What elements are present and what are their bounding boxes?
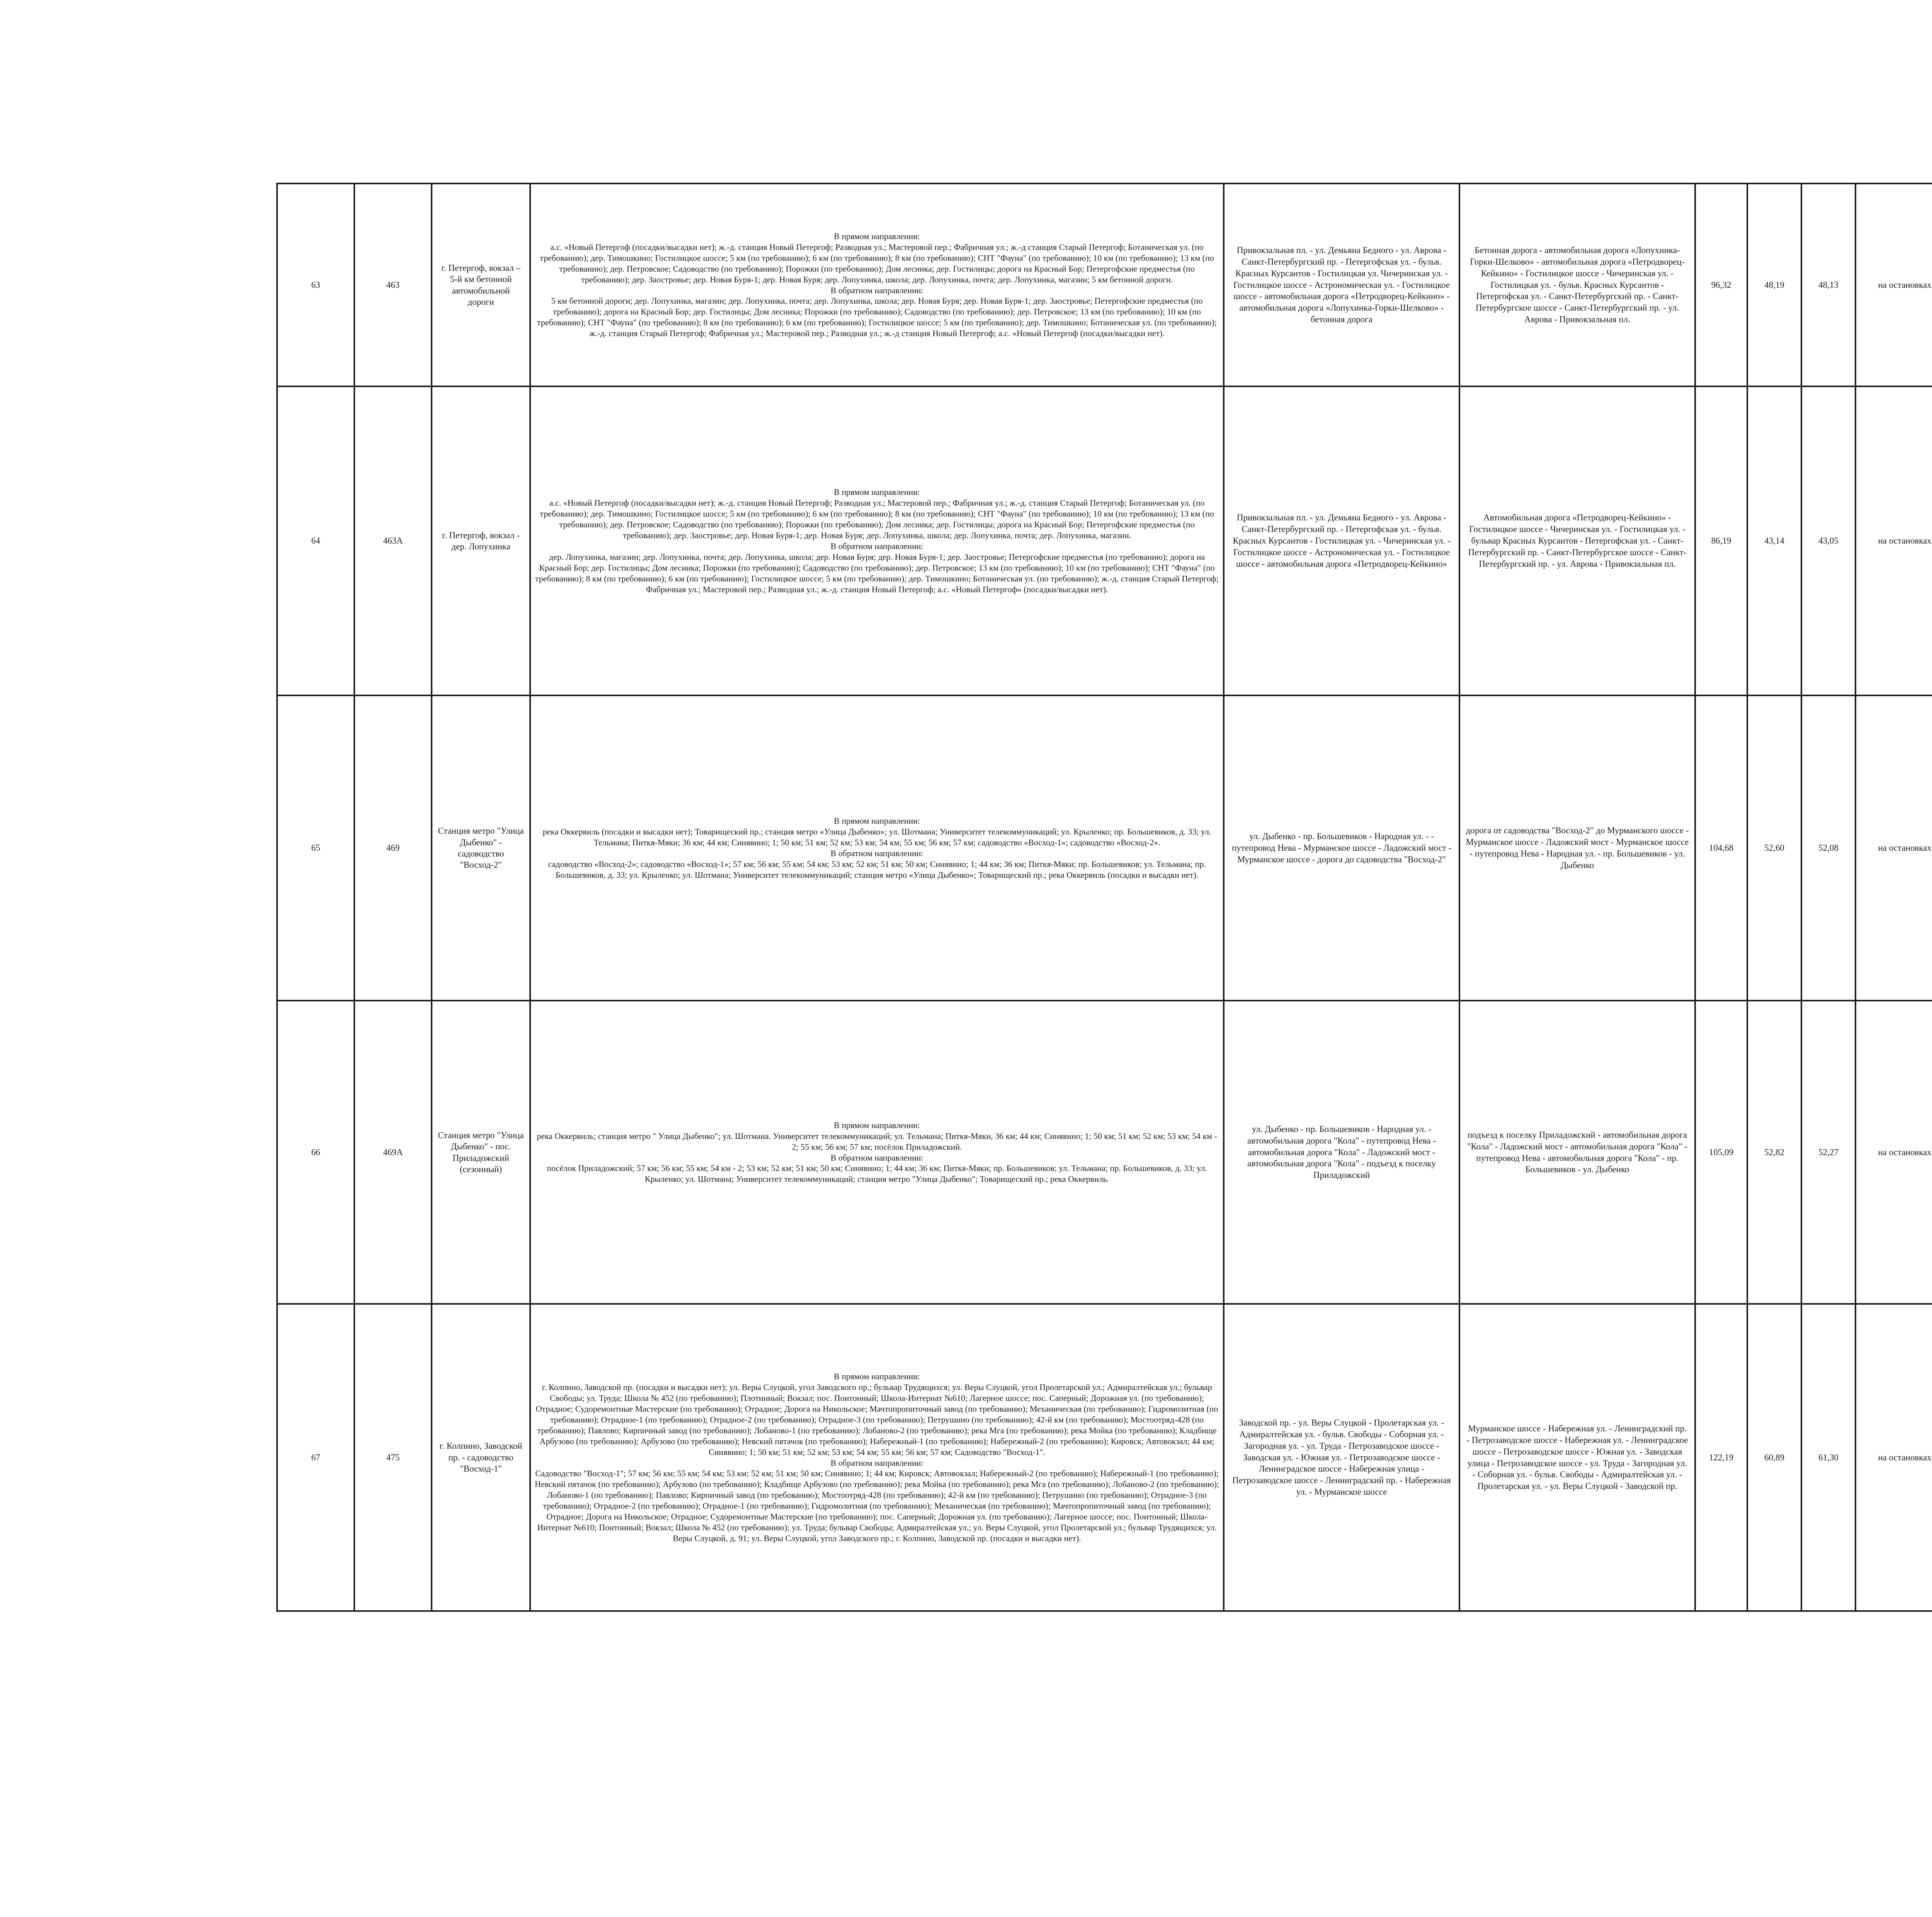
stops-direction-heading: В обратном направлении: [830, 1458, 923, 1468]
route-stops [530, 386, 1224, 695]
stops-direction-heading: В обратном направлении: [830, 848, 923, 858]
route-name: Станция метро "Улица Дыбенко" - садоводство "Восход-2" [432, 695, 530, 1001]
route-name: Станция метро "Улица Дыбенко" - пос. Приладожский (сезонный) [432, 1001, 530, 1304]
route-streets: ул. Дыбенко - пр. Большевиков - Народная ул. - автомобильная дорога "Кола" - путепровод Нева - автомобильная дорога "Кола" - Ладожский мост - автомобильная дорога "Кола" - подъезд к поселку Приладожский [1224, 1001, 1459, 1304]
table-row [277, 386, 1932, 695]
stops-backward: садоводство «Восход-2»; садоводство «Восход-1»; 57 км; 56 км; 55 км; 54 км; 53 км; 52 км; 51 км; 50 км; Синявино; 1; 44 км; 36 км; Питкя-Мяки; пр. Большевиков; ул. Тельмана; пр. Большевиков, д. 33; ул. Крыленко; ул. Шотмана; Университет телекоммуникаций; станция метро «Улица Дыбенко»; Товарищеский пр.; река Оккервиль (посадки и высадки нет). [548, 859, 1206, 880]
stops-forward: река Оккервиль; станция метро " Улица Дыбенко"; ул. Шотмана. Университет телекоммуникаций; ул. Тельмана; Питкя-Мяки, 36 км; 44 км; Синявино; 1; 50 км; 51 км; 52 км; 53 км; 54 км - 2; 55 км; 56 км; 57 км; посёлок Приладожский. [537, 1131, 1217, 1152]
route-roads-back: Мурманское шоссе - Набережная ул. - Ленинградский пр. - Петрозаводское шоссе - Набережная ул. - Ленинградское шоссе - Петрозаводское шоссе - Южная ул. - Заводская улица - Петрозаводское шоссе - ул. Труда - Загородная ул. - Соборная ул. - бульв. Свободы - Адмиралтейская ул. - Пролетарская ул. - ул. Веры Слуцкой - Заводской пр. [1459, 1304, 1695, 1611]
length-back: 43,05 [1801, 386, 1855, 695]
row-number: 67 [277, 1304, 354, 1611]
length-total: 122,19 [1695, 1304, 1747, 1611]
stops-direction-heading: В обратном направлении: [830, 1152, 923, 1162]
stop-order: на остановках [1855, 695, 1932, 1001]
route-stops [530, 1304, 1224, 1611]
stops-direction-heading: В прямом направлении: [833, 1371, 920, 1381]
length-forward: 52,82 [1747, 1001, 1801, 1304]
route-number: 469А [354, 1001, 432, 1304]
route-streets: Заводской пр. - ул. Веры Слуцкой - Пролетарская ул. - Адмиралтейская ул. - бульв. Свободы - Соборная ул. - Загородная ул. - ул. Труда - Петрозаводское шоссе - Заводская ул. - Южная ул. - Петрозаводское шоссе - Ленинградское шоссе - Набережная улица - Петрозаводское шоссе - Ленинградский пр. - Набережная ул. - Мурманское шоссе [1224, 1304, 1459, 1611]
stop-order: на остановках [1855, 1001, 1932, 1304]
route-roads-back: Бетонная дорога - автомобильная дорога «Лопухинка-Горки-Шелково» - автомобильная дорога «Петродворец-Кейкино» - Гостилицкое шоссе - Чичеринская ул. - Гостилицкая ул. - бульв. Красных Курсантов - Петергофская ул. - Санкт-Петербургский пр. - Санкт-Петербургское шоссе - Санкт-Петербургский пр. - ул. Аврова - Привокзальная пл. [1459, 184, 1695, 386]
stops-direction-heading: В прямом направлении: [833, 231, 920, 241]
table-row [277, 695, 1932, 1001]
table-row [277, 184, 1932, 386]
length-forward: 48,19 [1747, 184, 1801, 386]
route-streets: Привокзальная пл. - ул. Демьяна Бедного - ул. Аврова - Санкт-Петербургский пр. - Петергофская ул. - бульв. Красных Курсантов - Гостилицкая ул. Чичеринская ул. - Гостилицкое шоссе - Астрономическая ул. - Гостилицкое шоссе - автомобильная дорога «Петродворец-Кейкино» - автомобильная дорога «Лопухинка-Горки-Шелково» - бетонная дорога [1224, 184, 1459, 386]
length-back: 52,08 [1801, 695, 1855, 1001]
stops-forward: г. Колпино, Заводской пр. (посадки и высадки нет); ул. Веры Слуцкой, угол Заводского пр.; бульвар Трудящихся; ул. Веры Слуцкой, угол Пролетарской ул.; Адмиралтейская ул.; бульвар Свободы; ул. Труда; Школа № 452 (по требованию); Плотинный; Вокзал; пос. Понтонный; Школа-Интернат №610; Лагерное шоссе; пос. Саперный; Дорожная ул. (по требованию); Отрадное; Судоремонтные Мастерские (по требованию); Отрадное; Дорога на Никольское; Мачтопропиточный завод (по требованию); Механическая (по требованию); Гидромолитная (по требованию); Отрадное-1 (по требованию); Отрадное-2 (по требованию); Отрадное-3 (по требованию); Петрушино (по требованию); 42-й км (по требованию); Мостоотряд-428 (по требованию); Павлово; Кирпичный завод (по требованию); Лобаново-1 (по требованию); Лобаново-2 (по требованию); река Мга (по требованию); река Мойка (по требованию); Кладбище Арбузово (по требованию); Арбузово (по требованию); Невский пятачок (по требованию); Набережный-1 (по требованию); Набережный-2 (по требованию); Кировск; Автовокзал; 44 км; Синявино; 1; 50 км; 51 км; 52 км; 53 км; 54 км; 55 км; 56 км; 57 км; Садоводство "Восход-1". [536, 1382, 1218, 1457]
length-total: 86,19 [1695, 386, 1747, 695]
route-roads-back: дорога от садоводства "Восход-2" до Мурманского шоссе - Мурманское шоссе - Ладожский мост - Мурманское шоссе - путепровод Нева - Народная ул. - пр. Большевиков - ул. Дыбенко [1459, 695, 1695, 1001]
stops-forward: а.с. «Новый Петергоф (посадки/высадки нет); ж.-д. станция Новый Петергоф; Разводная ул.; Мастеровой пер.; Фабричная ул.; ж.-д. станция Старый Петергоф; Ботаническая ул. (по требованию); дер. Тимошкино; Гостилицкое шоссе; 5 км (по требованию); 6 км (по требованию); 8 км (по требованию); СНТ "Фауна" (по требованию); 10 км (по требованию); 13 км (по требованию); дер. Петровское; Садоводство (по требованию); Порожки (по требованию); Дом лесника; дер. Гостилицы; дорога на Красный Бор; Петергофские предместья (по требованию); дер. Заостровье; дер. Новая Буря-1; дер. Новая Буря; дер. Лопухинка, школа; дер. Лопухинка, почта; дер. Лопухинка, магазин. [540, 498, 1214, 540]
length-forward: 52,60 [1747, 695, 1801, 1001]
table-row [277, 1001, 1932, 1304]
stops-direction-heading: В прямом направлении: [833, 487, 920, 497]
route-number: 463А [354, 386, 432, 695]
stops-backward: посёлок Приладожский; 57 км; 56 км; 55 км; 54 км - 2; 53 км; 52 км; 51 км; 50 км; Синявино; 1; 44 км; 36 км; Питкя-Мяки; пр. Большевиков; ул. Тельмана; пр. Большевиков, д. 33; ул. Крыленко; ул. Шотмана; Университет телекоммуникаций; станция метро "Улица Дыбенко"; Товарищеский пр.; река Оккервиль. [547, 1163, 1207, 1184]
stop-order: на остановках [1855, 1304, 1932, 1611]
route-number: 463 [354, 184, 432, 386]
route-number: 469 [354, 695, 432, 1001]
routes-table [276, 183, 1932, 1612]
length-back: 61,30 [1801, 1304, 1855, 1611]
route-streets: ул. Дыбенко - пр. Большевиков - Народная ул. - - путепровод Нева - Мурманское шоссе - Ладожский мост - Мурманское шоссе - дорога до садоводства "Восход-2" [1224, 695, 1459, 1001]
stop-order: на остановках [1855, 386, 1932, 695]
routes-body [277, 184, 1932, 1611]
length-total: 105,09 [1695, 1001, 1747, 1304]
length-back: 52,27 [1801, 1001, 1855, 1304]
stops-forward: река Оккервиль (посадки и высадки нет); Товарищеский пр.; станция метро «Улица Дыбенко»; ул. Шотмана; Университет телекоммуникаций; ул. Крыленко; пр. Большевиков, д. 33; ул. Тельмана; Питкя-Мяки; 36 км; 44 км; Синявино; 1; 50 км; 51 км; 52 км; 53 км; 54 км; 55 км; 56 км; 57 км; садоводство «Восход-1»; садоводство «Восход-2». [543, 827, 1211, 848]
route-stops [530, 695, 1224, 1001]
table-row [277, 1304, 1932, 1611]
row-number: 63 [277, 184, 354, 386]
route-streets: Привокзальная пл. - ул. Демьяна Бедного - ул. Аврова - Санкт-Петербургский пр. - Петергофская ул. - бульв. Красных Курсантов - Гостилицкая ул. - Чичеринская ул. - Гостилицкое шоссе - Астрономическая ул. - Гостилицкое шоссе - автомобильная дорога «Петродворец-Кейкино» [1224, 386, 1459, 695]
stops-direction-heading: В прямом направлении: [833, 816, 920, 826]
row-number: 66 [277, 1001, 354, 1304]
stops-backward: Садоводство "Восход-1"; 57 км; 56 км; 55 км; 54 км; 53 км; 52 км; 51 км; 50 км; Синявино; 1; 44 км; Кировск; Автовокзал; Набережный-2 (по требованию); Набережный-1 (по требованию); Невский пятачок (по требованию); Арбузово (по требованию); Кладбище Арбузово (по требованию); река Мойка (по требованию); река Мга (по требованию); Лобаново-2 (по требованию); Лобаново-1 (по требованию); Павлово; Кирпичный завод (по требованию); Мостоотряд-428 (по требованию); 42-й км (по требованию); Петрушино (по требованию); Отрадное-3 (по требованию); Отрадное-2 (по требованию); Отрадное-1 (по требованию); Гидромолитная (по требованию); Механическая (по требованию); Мачтопропиточный завод (по требованию); Отрадное; Дорога на Никольское; Отрадное; Судоремонтные Мастерские (по требованию); пос. Саперный; Дорожная ул. (по требованию); Лагерное шоссе; пос. Понтонный; Школа-Интернат №610; Понтонный; Вокзал; Школа № 452 (по требованию); ул. Труда; бульвар Свободы; Адмиралтейская ул.; ул. Веры Слуцкой, угол Пролетарской ул.; бульвар Трудящихся; ул. Веры Слуцкой, д. 91; ул. Веры Слуцкой, угол Заводского пр.; г. Колпино, Заводской пр. (посадки и высадки нет). [534, 1468, 1219, 1543]
route-name: г. Колпино, Заводской пр. - садоводство "Восход-1" [432, 1304, 530, 1611]
length-total: 96,32 [1695, 184, 1747, 386]
row-number: 64 [277, 386, 354, 695]
length-back: 48,13 [1801, 184, 1855, 386]
route-number: 475 [354, 1304, 432, 1611]
route-roads-back: Автомобильная дорога «Петродворец-Кейкино» - Гостилицкое шоссе - Чичеринская ул. - Гостилицкая ул. - бульвар Красных Курсантов - Петергофская ул. - Санкт-Петербургский пр. - Санкт-Петербургское шоссе - Санкт-Петербургский пр. - ул. Аврова - Привокзальная пл. [1459, 386, 1695, 695]
length-forward: 43,14 [1747, 386, 1801, 695]
stops-backward: 5 км бетонной дороги; дер. Лопухинка, магазин; дер. Лопухинка, почта; дер. Лопухинка, школа; дер. Новая Буря; дер. Новая Буря-1; дер. Заостровье; Петергофские предместья (по требованию); дорога на Красный Бор; дер. Гостилицы; Дом лесника; Порожки (по требованию); Садоводство (по требованию); дер. Петровское; 13 км (по требованию); 10 км (по требованию); СНТ "Фауна" (по требованию); 8 км (по требованию); 6 км (по требованию); Гостилицкое шоссе; 5 км (по требованию); дер. Тимошкино; Ботаническая ул. (по требованию); ж.-д. станция Старый Петергоф; Фабричная ул.; Мастеровой пер.; Разводная ул.; ж.-д станция Новый Петергоф; а.с. «Новый Петергоф (посадки/высадки нет). [537, 296, 1217, 338]
stops-direction-heading: В прямом направлении: [833, 1120, 920, 1130]
stops-direction-heading: В обратном направлении: [830, 541, 923, 551]
stops-forward: а.с. «Новый Петергоф (посадки/высадки нет); ж.-д. станция Новый Петергоф; Разводная ул.; Мастеровой пер.; Фабричная ул.; ж.-д станция Старый Петергоф; Ботаническая ул. (по требованию); дер. Тимошкино; Гостилицкое шоссе; 5 км (по требованию); 6 км (по требованию); 8 км (по требованию); СНТ "Фауна" (по требованию); 10 км (по требованию); 13 км (по требованию); дер. Петровское; Садоводство (по требованию); Порожки (по требованию); Дом лесника; дер. Гостилицы; дорога на Красный Бор; Петергофские предместья (по требованию); дер. Заостровье; дер. Новая Буря-1; дер. Новая Буря; дер. Лопухинка, школа; дер. Лопухинка, почта; дер. Лопухинка, магазин; 5 км бетонной дороги. [540, 242, 1214, 284]
route-name: г. Петергоф, вокзал - дер. Лопухинка [432, 386, 530, 695]
row-number: 65 [277, 695, 354, 1001]
stops-direction-heading: В обратном направлении: [830, 285, 923, 295]
route-stops [530, 1001, 1224, 1304]
length-total: 104,68 [1695, 695, 1747, 1001]
route-stops [530, 184, 1224, 386]
stops-backward: дер. Лопухинка, магазин; дер. Лопухинка, почта; дер. Лопухинка, школа; дер. Новая Буря; дер. Новая Буря-1; дер. Заостровье; Петергофские предместья (по требованию); дорога на Красный Бор; дер. Гостилицы; Дом лесника; Порожки (по требованию); Садоводство (по требованию); дер. Петровское; 13 км (по требованию); 10 км (по требованию); СНТ "Фауна" (по требованию); 8 км (по требованию); 6 км (по требованию); Гостилицкое шоссе; 5 км (по требованию); дер. Тимошкино; Ботаническая ул. (по требованию); ж.-д. станция Старый Петергоф; Фабричная ул.; Мастеровой пер.; Разводная ул.; ж.-д. станция Новый Петергоф; а.с. «Новый Петергоф» (посадки/высадки нет). [535, 552, 1219, 594]
route-roads-back: подъезд к поселку Приладожский - автомобильная дорога "Кола" - Ладожский мост - автомобильная дорога "Кола" - путепровод Нева - автомобильная дорога "Кола" - пр. Большевиков - ул. Дыбенко [1459, 1001, 1695, 1304]
stop-order: на остановках [1855, 184, 1932, 386]
route-name: г. Петергоф, вокзал – 5-й км бетонной автомобильной дороги [432, 184, 530, 386]
length-forward: 60,89 [1747, 1304, 1801, 1611]
